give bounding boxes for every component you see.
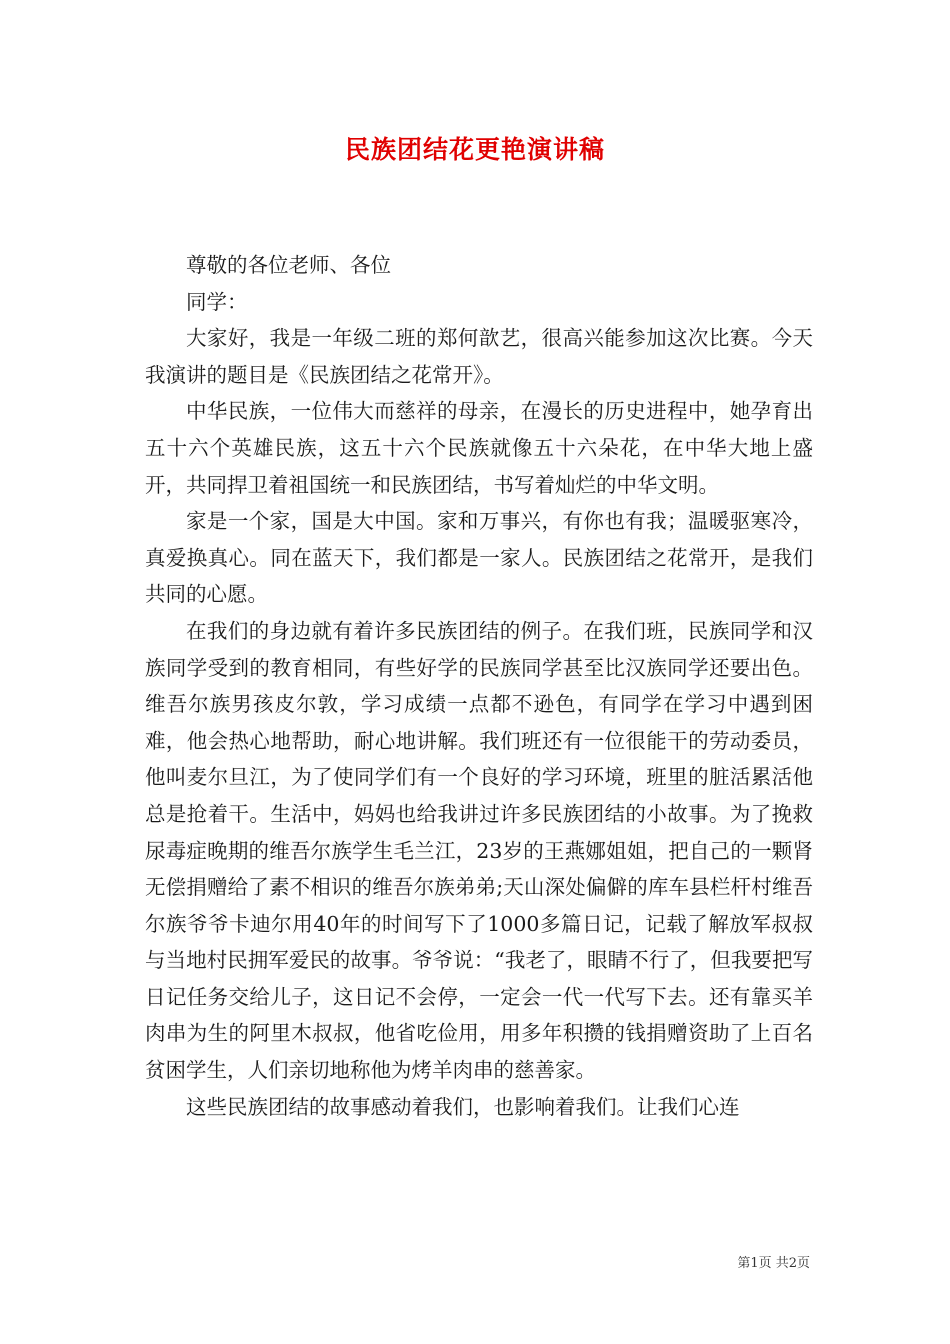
salutation-line-1: 尊敬的各位老师、各位 bbox=[186, 253, 391, 277]
paragraph-examples: 在我们的身边就有着许多民族团结的例子。在我们班，民族同学和汉族同学受到的教育相同，有些好学的民族同学甚至比汉族同学还要出色。维吾尔族男孩皮尔敦，学习成绩一点都不逊色，有同学在学习中遇到困难，他会热心地帮助，耐心地讲解。我们班还有一位很能干的劳动委员，他叫麦尔旦江，为了使同学们有一个良好的学习环境，班里的脏活累活他总是抢着干。生活中，妈妈也给我讲过许多民族团结的小故事。为了挽救尿毒症晚期的维吾尔族学生毛兰江，23岁的王燕娜姐姐，把自己的一颗肾无偿捐赠给了素不相识的维吾尔族弟弟;天山深处偏僻的库车县栏杆村维吾尔族爷爷卡迪尔用40年的时间写下了1000多篇日记，记载了解放军叔叔与当地村民拥军爱民的故事。爷爷说：“我老了，眼睛不行了，但我要把写日记任务交给儿子，这日记不会停，一定会一代一代写下去。还有靠买羊肉串为生的阿里木叔叔，他省吃俭用，用多年积攒的钱捐赠资助了上百名贫困学生，人们亲切地称他为烤羊肉串的慈善家。 bbox=[145, 618, 813, 1083]
page-number: 第1页 共2页 bbox=[737, 1256, 810, 1271]
document-body bbox=[145, 247, 813, 1125]
paragraph-family: 家是一个家，国是大中国。家和万事兴，有你也有我；温暖驱寒冷，真爱换真心。同在蓝天下，我们都是一家人。民族团结之花常开，是我们共同的心愿。 bbox=[145, 509, 813, 607]
page-title: 民族团结花更艳演讲稿 bbox=[344, 135, 605, 164]
salutation-line-2: 同学： bbox=[186, 289, 248, 314]
paragraph-closing: 这些民族团结的故事感动着我们，也影响着我们。让我们心连 bbox=[186, 1094, 740, 1119]
paragraph-chinese-nation: 中华民族，一位伟大而慈祥的母亲，在漫长的历史进程中，她孕育出五十六个英雄民族，这五十六个民族就像五十六朵花，在中华大地上盛开，共同捍卫着祖国统一和民族团结，书写着灿烂的中华文明。 bbox=[145, 399, 813, 497]
paragraph-intro: 大家好，我是一年级二班的郑何歆艺，很高兴能参加这次比赛。今天我演讲的题目是《民族团结之花常开》。 bbox=[145, 326, 813, 387]
